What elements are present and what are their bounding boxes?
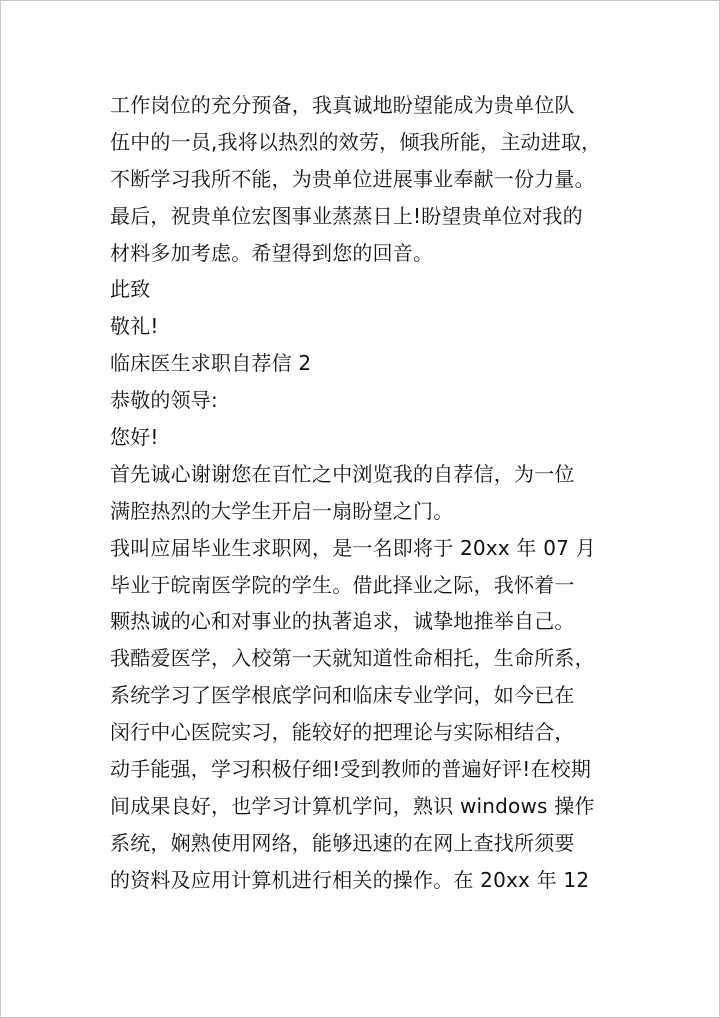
text-line: 我叫应届毕业生求职网，是一名即将于 20xx 年 07 月 — [110, 535, 596, 560]
text-line: 工作岗位的充分预备，我真诚地盼望能成为贵单位队 — [110, 93, 575, 117]
text-line: 系统学习了医学根底学问和临床专业学问，如今已在 — [110, 683, 575, 708]
text-line: 的资料及应用计算机进行相关的操作。在 20xx 年 12 — [110, 867, 590, 892]
text-line: 我酷爱医学，入校第一天就知道性命相托，生命所系， — [110, 646, 595, 671]
document-body — [110, 87, 615, 899]
text-line: 满腔热烈的大学生开启一扇盼望之门。 — [110, 498, 454, 523]
text-line: 首先诚心谢谢您在百忙之中浏览我的自荐信，为一位 — [110, 461, 575, 486]
text-line: 动手能强，学习积极仔细!受到教师的普遍好评!在校期 — [110, 757, 592, 782]
text-line: 不断学习我所不能，为贵单位进展事业奉献一份力量。 — [110, 166, 595, 191]
closing-regards: 敬礼! — [110, 314, 159, 339]
text-line: 系统，娴熟使用网络，能够迅速的在网上查找所须要 — [110, 830, 575, 855]
closing-salutation: 此致 — [110, 277, 151, 302]
text-line: 毕业于皖南医学院的学生。借此择业之际，我怀着一 — [110, 572, 575, 597]
text-line: 间成果良好，也学习计算机学问，熟识 windows 操作 — [110, 793, 595, 818]
section-title: 临床医生求职自荐信 2 — [110, 351, 312, 376]
greeting-line: 恭敬的领导: — [110, 388, 218, 413]
text-line: 闵行中心医院实习，能较好的把理论与实际相结合， — [110, 720, 575, 745]
text-line: 颗热诚的心和对事业的执著追求，诚挚地推举自己。 — [110, 609, 575, 634]
text-line: 最后，祝贵单位宏图事业蒸蒸日上!盼望贵单位对我的 — [110, 203, 583, 228]
text-line: 材料多加考虑。希望得到您的回音。 — [110, 240, 434, 265]
greeting-line: 您好! — [110, 425, 159, 450]
text-line: 伍中的一员,我将以热烈的效劳，倾我所能，主动进取， — [110, 129, 602, 154]
